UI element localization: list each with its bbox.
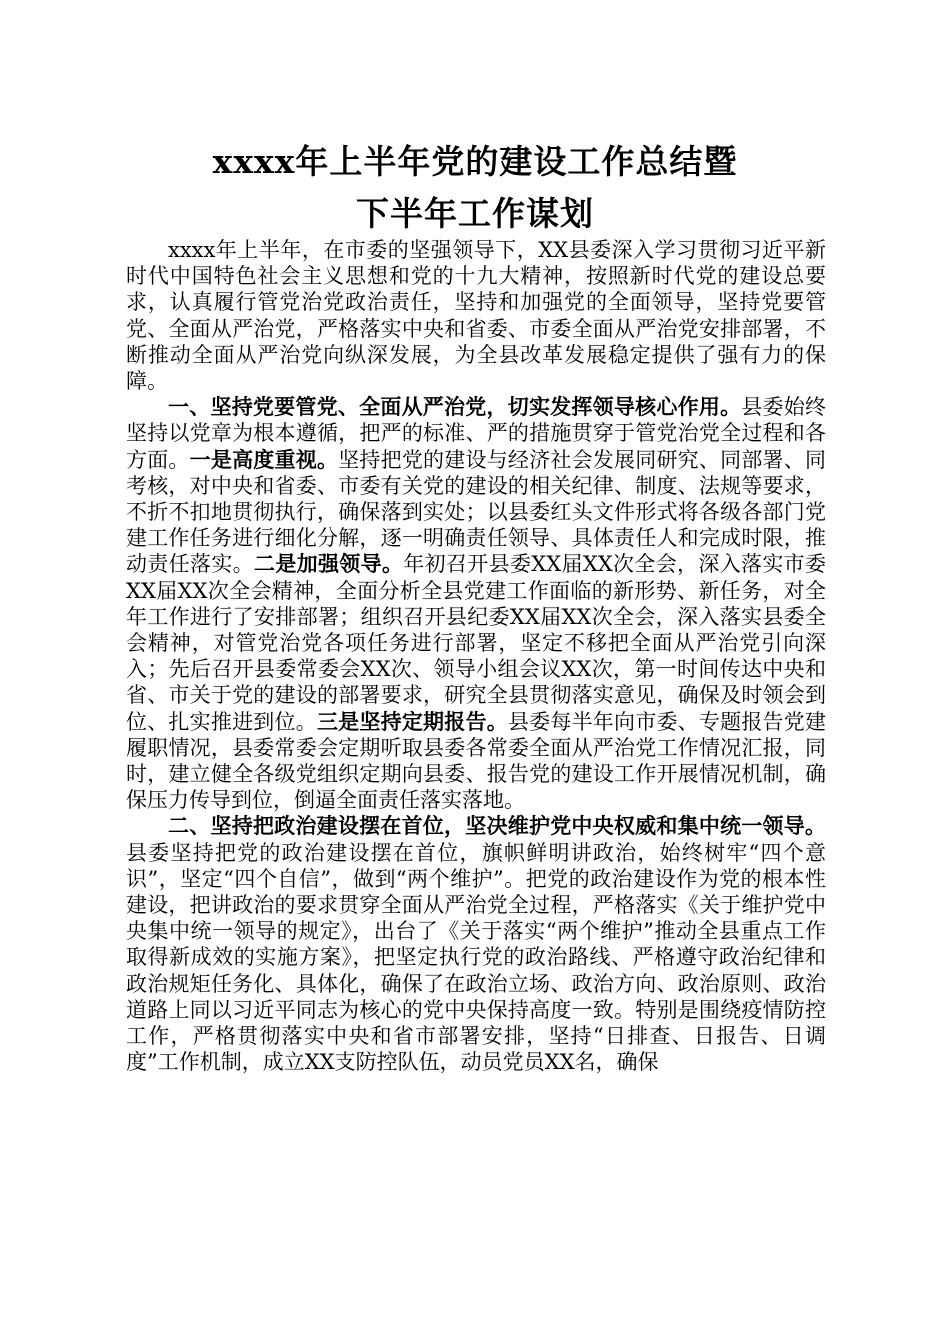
point-3-text: 县委每半年向市委、专题报告党建履职情况，县委常委会定期听取县委各常委全面从严治党工作情况汇报，同时，建立健全各级党组织定期向县委、报告党的建设工作开展情况机制，确保压力传导到位，倒逼全面责任落实落地。: [126, 709, 826, 813]
section-1-heading: 一、坚持党要管党、全面从严治党，切实发挥领导核心作用。: [168, 394, 742, 420]
document-title-line-2: 下半年工作谋划: [356, 194, 594, 233]
point-1-text: 坚持把党的建设与经济社会发展同研究、同部署、同考核，对中央和省委、市委有关党的建设的相关纪律、制度、法规等要求，不折不扣地贯彻执行，确保落到实处；以县委红头文件形式将各级各部门党建工作任务进行细化分解，逐一明确责任领导、具体责任人和完成时限，推动责任落实。: [126, 447, 826, 577]
section-2-paragraph: [126, 813, 826, 1075]
section-2-text: 县委坚持把党的政治建设摆在首位，旗帜鲜明讲政治，始终树牢“四个意识”，坚定“四个自信”，做到“两个维护”。把党的政治建设作为党的根本性建设，把讲政治的要求贯穿全面从严治党全过程，严格落实《关于维护党中央集中统一领导的规定》，出台了《关于落实“两个维护”推动全县重点工作取得新成效的实施方案》，把坚定执行党的政治路线、严格遵守政治纪律和政治规矩任务化、具体化，确保了在政治立场、政治方向、政治原则、政治道路上同以习近平同志为核心的党中央保持高度一致。特别是围绕疫情防控工作，严格贯彻落实中央和省市部署安排，坚持“日排查、日报告、日调度”工作机制，成立XX支防控队伍，动员党员XX名，确保: [126, 840, 826, 1075]
intro-paragraph: [126, 237, 826, 394]
document-title-line-1: xxxx年上半年党的建设工作总结暨: [212, 142, 738, 181]
section-1-text: 县委始终坚持以党章为根本遵循，把严的标准、严的措施贯穿于管党治党全过程和各方面。: [126, 395, 827, 472]
intro-text: xxxx年上半年，在市委的坚强领导下，XX县委深入学习贯彻习近平新时代中国特色社会主义思想和党的十九大精神，按照新时代党的建设总要求，认真履行管党治党政治责任，坚持和加强党的全面领导，坚持党要管党、全面从严治党，严格落实中央和省委、市委全面从严治党安排部署，不断推动全面从严治党向纵深发展，为全县改革发展稳定提供了强有力的保障。: [126, 238, 826, 394]
point-2-text: 年初召开县委XX届XX次全会，深入落实市委XX届XX次全会精神，全面分析全县党建工作面临的新形势、新任务，对全年工作进行了安排部署；组织召开县纪委XX届XX次全会，深入落实县委全会精神，对管党治党各项任务进行部署，坚定不移把全面从严治党引向深入；先后召开县委常委会XX次、领导小组会议XX次，第一时间传达中央和省、市关于党的建设的部署要求，研究全县贯彻落实意见，确保及时领会到位、扎实推进到位。: [126, 552, 827, 734]
point-1-label: 一是高度重视。: [189, 446, 339, 472]
section-2-heading: 二、坚持把政治建设摆在首位，坚决维护党中央权威和集中统一领导。: [168, 813, 826, 839]
point-3-label: 三是坚持定期报告。: [316, 708, 508, 734]
point-2-label: 二是加强领导。: [253, 551, 404, 577]
section-1-paragraph: [126, 394, 826, 813]
document-body: [126, 237, 826, 1076]
